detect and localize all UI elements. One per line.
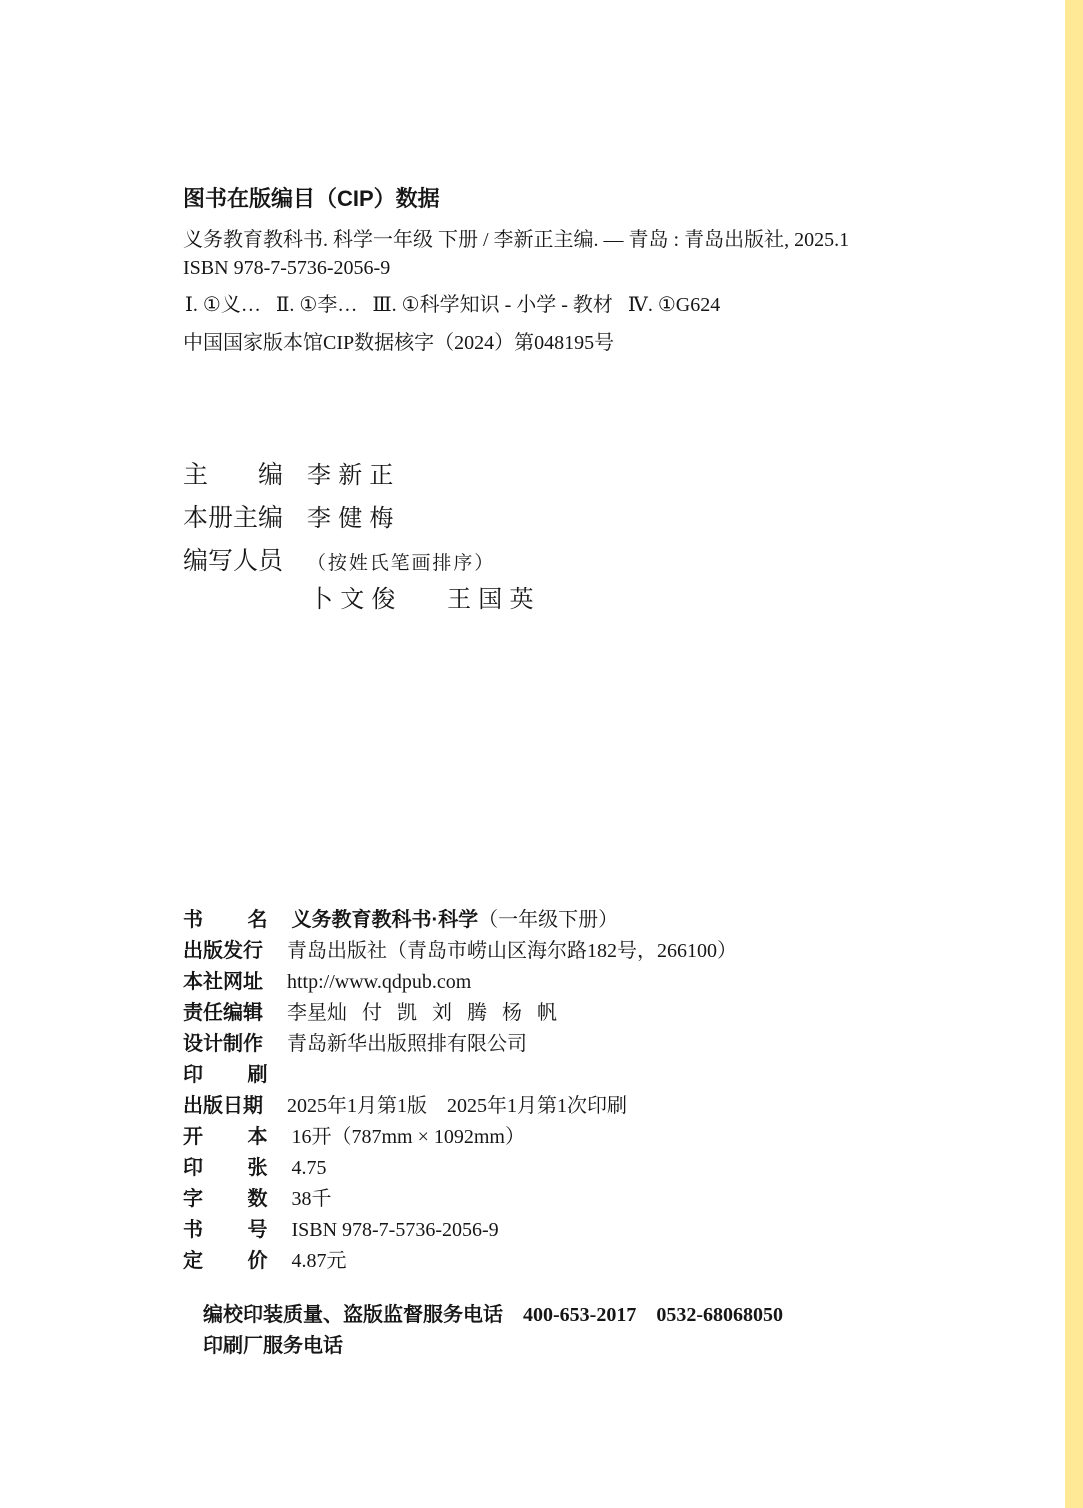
volume-editor-row: [183, 498, 401, 534]
colophon-row-sheets: [183, 1151, 326, 1180]
chief-editor-name: 李新正: [307, 461, 401, 489]
colophon-label: 出版发行: [183, 940, 263, 962]
colophon-label: 字 数: [183, 1188, 268, 1210]
colophon-row-title: [183, 903, 618, 932]
staff-row: [183, 541, 495, 577]
quality-hotline-numbers: 400-653-2017 0532-68068050: [523, 1304, 783, 1326]
colophon-label: 开 本: [183, 1126, 268, 1148]
colophon-value: 青岛出版社（青岛市崂山区海尔路182号，266100）: [287, 940, 737, 962]
colophon-value: 4.75: [291, 1157, 327, 1179]
chief-editor-label: 主 编: [183, 462, 284, 489]
staff-names-row: [309, 579, 541, 614]
colophon-row-pubdate: [183, 1089, 627, 1118]
printer-hotline-label: 印刷厂服务电话: [203, 1335, 343, 1357]
volume-editor-name: 李健梅: [307, 504, 401, 532]
colophon-label: 印 刷: [183, 1064, 268, 1086]
chief-editor-row: [183, 455, 401, 491]
colophon-row-format: [183, 1120, 525, 1149]
colophon-row-publisher: [183, 934, 737, 963]
colophon-value: 38千: [291, 1188, 332, 1210]
colophon-value: 4.87元: [291, 1250, 347, 1272]
colophon-label: 本社网址: [183, 971, 263, 993]
page-edge-strip: [1065, 0, 1083, 1508]
publisher-url: http://www.qdpub.com: [287, 971, 472, 993]
volume-editor-label: 本册主编: [183, 505, 284, 532]
colophon-value: [291, 903, 618, 932]
colophon-value: ISBN 978-7-5736-2056-9: [291, 1219, 499, 1241]
colophon-label: 书 名: [183, 909, 268, 931]
book-title-bold: 义务教育教科书·科学: [291, 909, 479, 931]
staff-names: 卜文俊 王国英: [309, 585, 541, 613]
colophon-value: 16开（787mm × 1092mm）: [291, 1126, 525, 1148]
colophon-row-editors: [183, 996, 557, 1025]
cip-title: 图书在版编目（CIP）数据: [183, 186, 440, 211]
staff-label: 编写人员: [183, 548, 284, 575]
cip-registry-line: 中国国家版本馆CIP数据核字（2024）第048195号: [183, 332, 615, 354]
quality-hotline-label: 编校印装质量、盗版监督服务电话: [203, 1304, 503, 1326]
colophon-label: 印 张: [183, 1157, 268, 1179]
cip-record-line: 义务教育教科书. 科学一年级 下册 / 李新正主编. — 青岛 : 青岛出版社, 2025.1: [183, 229, 850, 251]
colophon-value: 青岛新华出版照排有限公司: [287, 1033, 527, 1055]
colophon-row-price: [183, 1244, 346, 1273]
colophon-row-website: [183, 965, 471, 994]
colophon-row-design: [183, 1027, 527, 1056]
colophon-label: 设计制作: [183, 1033, 263, 1055]
colophon-label: 责任编辑: [183, 1002, 263, 1024]
colophon-row-printing: [183, 1058, 291, 1087]
colophon-row-wordcount: [183, 1182, 331, 1211]
cip-classification-line: Ⅰ. ①义… Ⅱ. ①李… Ⅲ. ①科学知识 - 小学 - 教材 Ⅳ. ①G624: [185, 294, 721, 316]
colophon-label: 书 号: [183, 1219, 268, 1241]
cip-isbn-line: ISBN 978-7-5736-2056-9: [183, 257, 391, 279]
staff-sort-note: （按姓氏笔画排序）: [307, 552, 496, 574]
colophon-value: 李星灿 付 凯 刘 腾 杨 帆: [287, 1002, 557, 1024]
printer-hotline-row: [183, 1306, 343, 1381]
book-title-volume: （一年级下册）: [478, 909, 619, 931]
colophon-row-isbn: [183, 1213, 499, 1242]
colophon-value: 2025年1月第1版 2025年1月第1次印刷: [287, 1095, 627, 1117]
colophon-label: 出版日期: [183, 1095, 263, 1117]
colophon-label: 定 价: [183, 1250, 268, 1272]
